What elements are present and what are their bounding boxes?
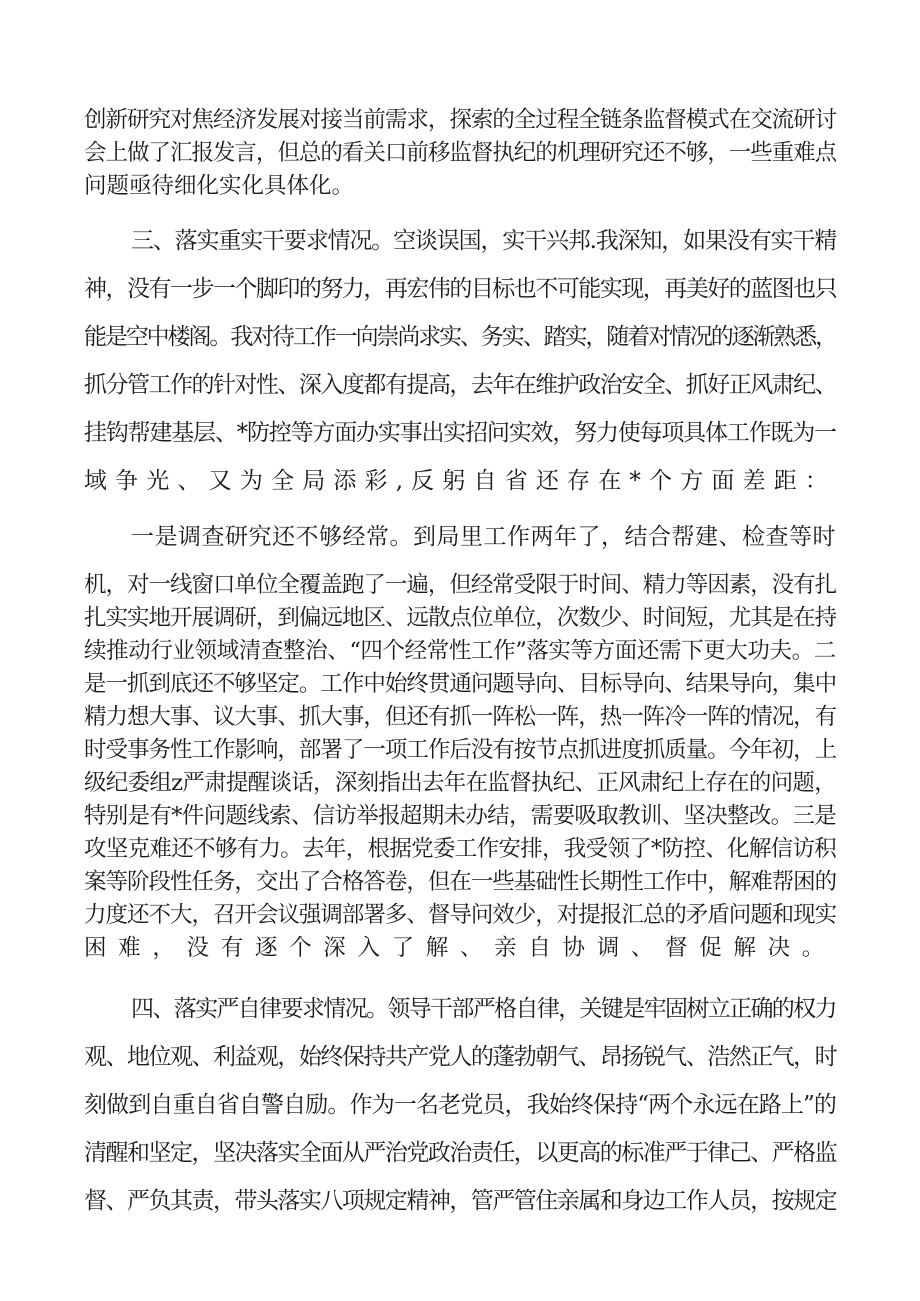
text-line: 会上做了汇报发言，但总的看关口前移监督执纪的机理研究还不够，一些重难点 — [84, 140, 837, 166]
text-line: 精力想大事、议大事、抓大事，但还有抓一阵松一阵，热一阵冷一阵的情况，有 — [84, 704, 837, 730]
text-line: 攻坚克难还不够有力。去年，根据党委工作安排，我受领了*防控、化解信访积 — [84, 836, 837, 862]
text-line: 力度还不大，召开会议强调部署多、督导问效少，对提报汇总的矛盾问题和现实 — [84, 902, 837, 928]
text-line: 抓分管工作的针对性、深入度都有提高，去年在维护政治安全、抓好正风肃纪、 — [84, 372, 837, 398]
text-line: 创新研究对焦经济发展对接当前需求，探索的全过程全链条监督模式在交流研讨 — [84, 107, 837, 133]
text-line: 挂钩帮建基层、*防控等方面办实事出实招问实效，努力使每项具体工作既为一 — [84, 420, 836, 446]
text-line: 续推动行业领域清查整治、“四个经常性工作”落实等方面还需下更大功夫。二 — [84, 638, 836, 664]
text-line: 域争光、又为全局添彩,反躬自省还存在*个方面差距： — [84, 468, 837, 494]
text-line: 机，对一线窗口单位全覆盖跑了一遍，但经常受限于时间、精力等因素，没有扎 — [84, 572, 837, 598]
text-line: 特别是有*件问题线索、信访举报超期未办结，需要吸取教训、坚决整改。三是 — [84, 803, 837, 829]
text-line: 问题亟待细化实化具体化。 — [84, 173, 355, 199]
text-line: 神，没有一步一个脚印的努力，再宏伟的目标也不可能实现，再美好的蓝图也只 — [84, 276, 837, 302]
text-line: 案等阶段性任务，交出了合格答卷，但在一些基础性长期性工作中，解难帮困的 — [84, 869, 837, 895]
text-line: 能是空中楼阁。我对待工作一向崇尚求实、务实、踏实，随着对情况的逐渐熟悉， — [84, 324, 837, 350]
text-line: 困难，没有逐个深入了解、亲自协调、督促解决。 — [84, 935, 836, 961]
text-line: 级纪委组z严肃提醒谈话，深刻指出去年在监督执纪、正风肃纪上存在的问题， — [84, 770, 837, 796]
text-line: 一是调查研究还不够经常。到局里工作两年了，结合帮建、检查等时 — [131, 524, 836, 550]
text-line: 是一抓到底还不够坚定。工作中始终贯通问题导向、目标导向、结果导向，集中 — [84, 671, 837, 697]
section-heading-line: 四、落实严自律要求情况。领导干部严格自律，关键是牢固树立正确的权力 — [131, 996, 836, 1022]
text-line: 督、严负其责，带头落实八项规定精神，管严管住亲属和身边工作人员，按规定 — [84, 1188, 837, 1214]
text-line: 刻做到自重自省自警自励。作为一名老党员，我始终保持“两个永远在路上”的 — [84, 1092, 837, 1118]
text-line: 观、地位观、利益观，始终保持共产党人的蓬勃朝气、昂扬锐气、浩然正气，时 — [84, 1044, 837, 1070]
text-line: 清醒和坚定，坚决落实全面从严治党政治责任，以更高的标准严于律己、严格监 — [84, 1140, 837, 1166]
text-line: 时受事务性工作影响，部署了一项工作后没有按节点抓进度抓质量。今年初，上 — [84, 737, 837, 763]
text-line: 扎实实地开展调研，到偏远地区、远散点位单位，次数少、时间短，尤其是在持 — [84, 605, 837, 631]
section-heading-line: 三、落实重实干要求情况。空谈误国，实干兴邦.我深知，如果没有实干精 — [131, 228, 837, 254]
